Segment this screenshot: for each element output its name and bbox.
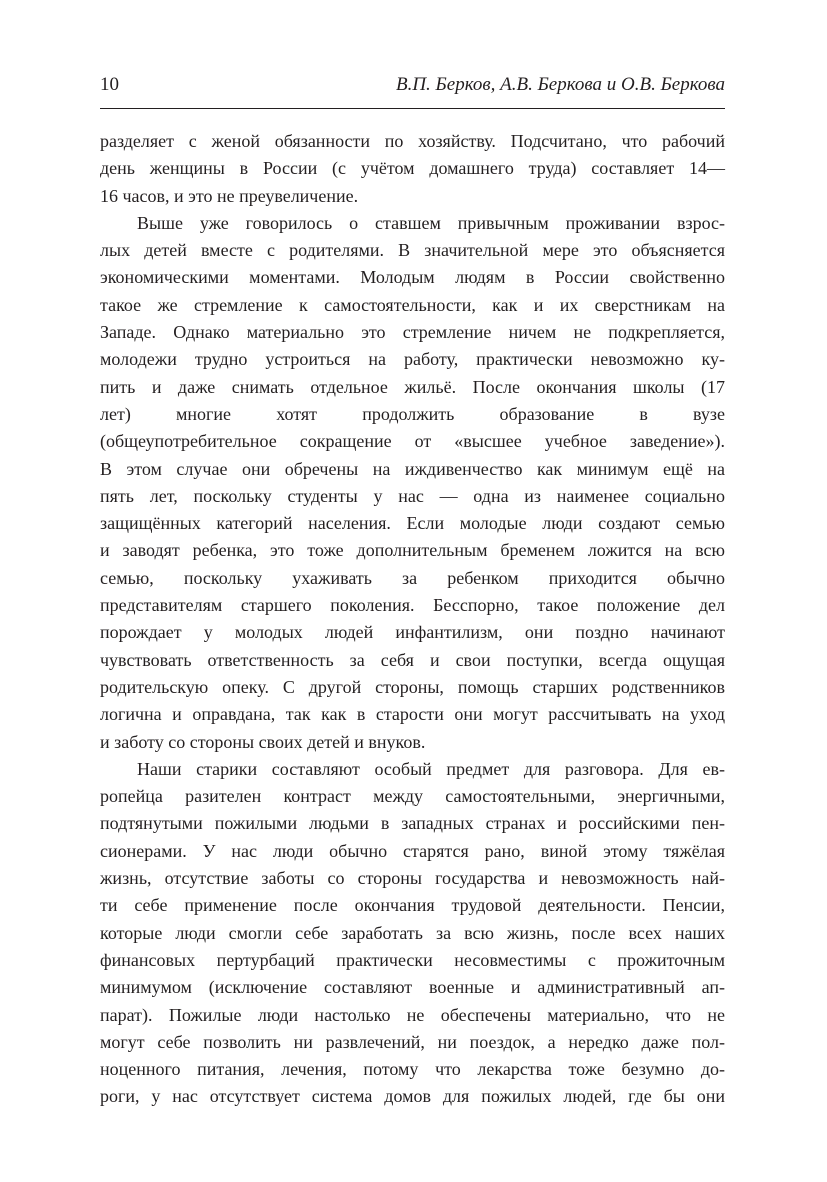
text-line: сионерами. У нас люди обычно старятся рано, виной этому тяжёлая	[100, 840, 725, 861]
text-line: Выше уже говорилось о ставшем привычным проживании взрос-	[137, 212, 725, 233]
text-line: день женщины в России (с учётом домашнего труда) составляет 14—	[100, 158, 725, 179]
text-line: и заводят ребенка, это тоже дополнительным бременем ложится на всю	[100, 540, 725, 561]
text-line: ноценного питания, лечения, потому что лекарства тоже безумно до-	[100, 1059, 725, 1080]
text-line: лых детей вместе с родителями. В значительной мере это объясняется	[100, 240, 725, 261]
page-number: 10	[100, 74, 119, 95]
text-line: жизнь, отсутствие заботы со стороны государства и невозможность най-	[100, 868, 725, 889]
body-text	[100, 128, 725, 1111]
text-line: В этом случае они обречены на иждивенчество как минимум ещё на	[100, 458, 725, 479]
text-line: такое же стремление к самостоятельности, как и их сверстникам на	[100, 294, 725, 315]
text-line: Западе. Однако материально это стремление ничем не подкрепляется,	[100, 322, 725, 343]
text-line: пить и даже снимать отдельное жильё. После окончания школы (17	[100, 376, 725, 397]
text-line: лет) многие хотят продолжить образование в вузе	[100, 403, 725, 424]
text-line: молодежи трудно устроиться на работу, практически невозможно ку-	[100, 349, 725, 370]
running-title: В.П. Берков, А.В. Беркова и О.В. Беркова	[395, 74, 725, 95]
text-line: (общеупотребительное сокращение от «высшее учебное заведение»).	[100, 431, 725, 452]
text-line: экономическими моментами. Молодым людям в России свойственно	[100, 267, 725, 288]
text-line: родительскую опеку. С другой стороны, помощь старших родственников	[100, 676, 725, 697]
text-line: и заботу со стороны своих детей и внуков.	[100, 731, 426, 752]
text-line: финансовых пертурбаций практически несовместимы с прожиточным	[100, 949, 725, 970]
text-line: порождает у молодых людей инфантилизм, они поздно начинают	[100, 622, 725, 643]
text-line: разделяет с женой обязанности по хозяйству. Подсчитано, что рабочий	[100, 131, 725, 151]
text-line: представителям старшего поколения. Бесспорно, такое положение дел	[100, 595, 725, 616]
text-line: защищённых категорий населения. Если молодые люди создают семью	[100, 513, 725, 534]
text-line: роги, у нас отсутствует система домов для пожилых людей, где бы они	[100, 1086, 725, 1107]
text-line: подтянутыми пожилыми людьми в западных странах и российскими пен-	[100, 813, 725, 834]
text-line: ти себе применение после окончания трудовой деятельности. Пенсии,	[100, 895, 725, 916]
text-line: семью, поскольку ухаживать за ребенком приходится обычно	[100, 567, 725, 588]
text-line: ропейца разителен контраст между самостоятельными, энергичными,	[100, 786, 725, 807]
text-line: парат). Пожилые люди настолько не обеспечены материально, что не	[100, 1004, 725, 1025]
text-line: могут себе позволить ни развлечений, ни поездок, а нередко даже пол-	[100, 1031, 725, 1052]
header-divider	[100, 108, 725, 109]
text-line: минимумом (исключение составляют военные и административный ап-	[100, 977, 725, 998]
text-line: пять лет, поскольку студенты у нас — одна из наименее социально	[100, 485, 725, 506]
text-line: которые люди смогли себе заработать за всю жизнь, после всех наших	[100, 922, 725, 943]
text-line: чувствовать ответственность за себя и свои поступки, всегда ощущая	[100, 649, 725, 670]
text-line: логична и оправдана, так как в старости они могут рассчитывать на уход	[100, 704, 725, 725]
text-line: 16 часов, и это не преувеличение.	[100, 185, 359, 206]
text-line: Наши старики составляют особый предмет для разговора. Для ев-	[137, 758, 725, 779]
